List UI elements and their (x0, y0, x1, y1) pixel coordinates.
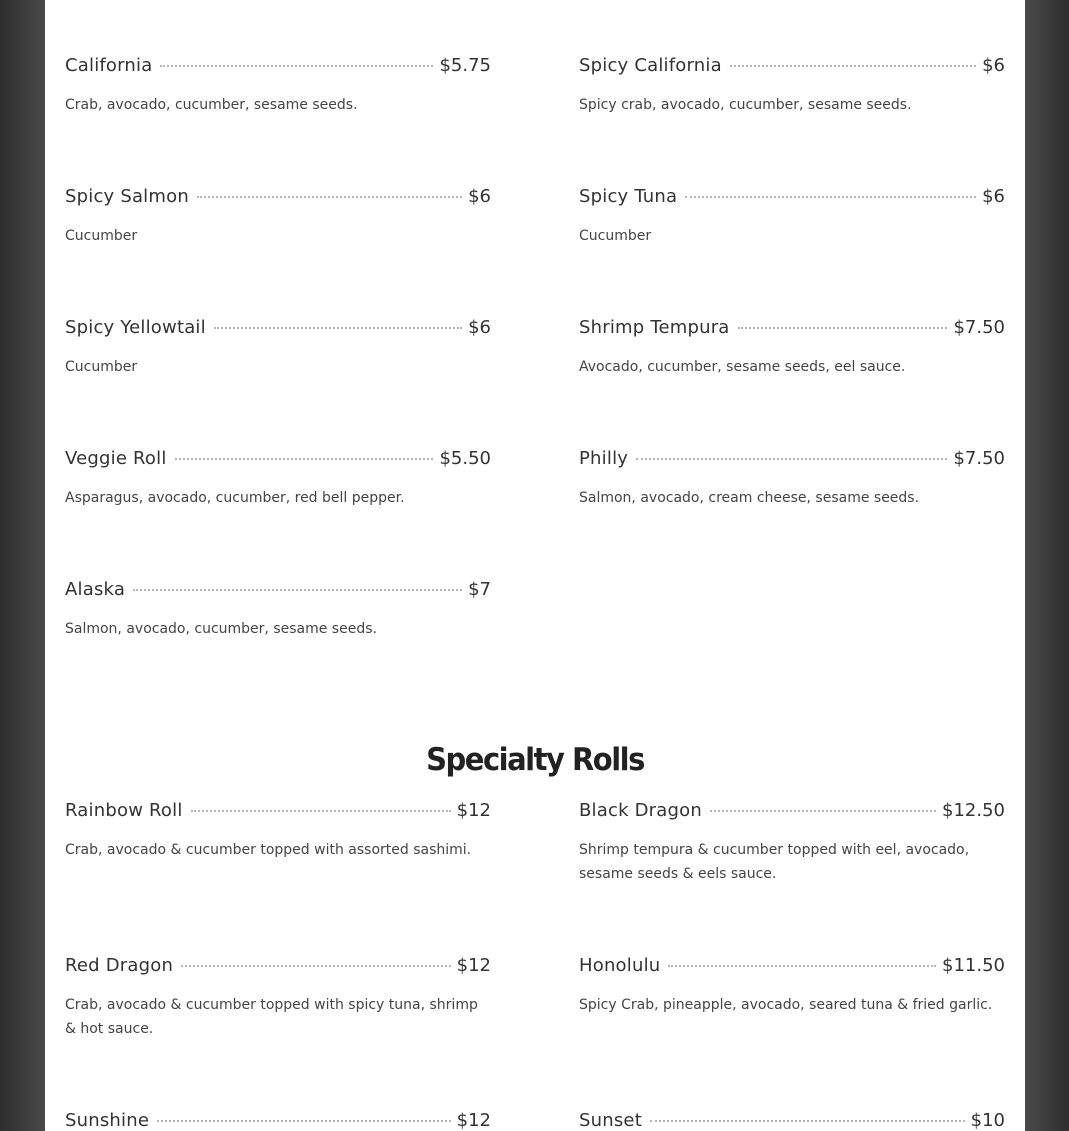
item-price: $10 (970, 1110, 1005, 1131)
dot-leader (214, 327, 462, 329)
item-price: $5.50 (439, 448, 491, 469)
dot-leader (710, 810, 936, 812)
item-description: Cucumber (65, 359, 138, 375)
item-name: Black Dragon (579, 800, 702, 821)
item-name: Sunshine (65, 1110, 150, 1131)
dot-leader (157, 1120, 451, 1122)
item-description: Spicy crab, avocado, cucumber, sesame seeds. (579, 97, 912, 113)
item-price: $6 (982, 186, 1005, 207)
dot-leader (730, 65, 976, 67)
item-price: $12 (456, 1110, 491, 1131)
item-description: Asparagus, avocado, cucumber, red bell pepper. (65, 490, 405, 506)
item-description: Crab, avocado, cucumber, sesame seeds. (65, 97, 358, 113)
dot-leader (133, 589, 462, 591)
item-name: Red Dragon (65, 955, 174, 976)
dot-leader (685, 196, 976, 198)
item-name: Spicy Salmon (65, 186, 189, 207)
item-price: $7.50 (953, 317, 1005, 338)
menu-item-spicy-tuna (579, 186, 1005, 248)
menu-item-red-dragon (65, 955, 491, 1041)
menu-item-alaska (65, 579, 491, 641)
menu-item-california (65, 55, 491, 117)
menu-item-sunset (579, 1110, 1005, 1131)
dot-leader (738, 327, 948, 329)
item-price: $12 (456, 955, 491, 976)
item-name: Spicy Tuna (579, 186, 678, 207)
item-description: Crab, avocado & cucumber topped with assorted sashimi. (65, 842, 472, 858)
item-name: Alaska (65, 579, 126, 600)
section-title-specialty-rolls: Specialty Rolls (426, 740, 644, 778)
item-price: $6 (468, 317, 491, 338)
dot-leader (650, 1120, 965, 1122)
item-price: $11.50 (942, 955, 1005, 976)
item-description: Crab, avocado & cucumber topped with spicy tuna, shrimp & hot sauce. (65, 997, 478, 1037)
menu-item-honolulu (579, 955, 1005, 1017)
item-name: Rainbow Roll (65, 800, 183, 821)
menu-item-rainbow-roll (65, 800, 491, 862)
item-price: $5.75 (439, 55, 491, 76)
item-name: Veggie Roll (65, 448, 167, 469)
dot-leader (668, 965, 936, 967)
item-name: Philly (579, 448, 629, 469)
item-price: $7 (468, 579, 491, 600)
item-description: Cucumber (579, 228, 652, 244)
menu-item-spicy-california (579, 55, 1005, 117)
item-description: Spicy Crab, pineapple, avocado, seared tuna & fried garlic. (579, 997, 993, 1013)
menu-item-black-dragon (579, 800, 1005, 886)
item-description: Salmon, avocado, cucumber, sesame seeds. (65, 621, 377, 637)
menu-item-veggie-roll (65, 448, 491, 510)
item-name: Honolulu (579, 955, 661, 976)
item-name: Spicy Yellowtail (65, 317, 206, 338)
dot-leader (636, 458, 947, 460)
item-price: $12.50 (942, 800, 1005, 821)
menu-item-spicy-yellowtail (65, 317, 491, 379)
item-name: California (65, 55, 153, 76)
item-description: Salmon, avocado, cream cheese, sesame seeds. (579, 490, 920, 506)
item-price: $6 (982, 55, 1005, 76)
item-price: $7.50 (953, 448, 1005, 469)
item-description: Avocado, cucumber, sesame seeds, eel sauce. (579, 359, 906, 375)
menu-item-spicy-salmon (65, 186, 491, 248)
item-name: Shrimp Tempura (579, 317, 730, 338)
item-description: Cucumber (65, 228, 138, 244)
item-name: Sunset (579, 1110, 642, 1131)
menu-item-shrimp-tempura (579, 317, 1005, 379)
dot-leader (175, 458, 434, 460)
dot-leader (191, 810, 451, 812)
menu-item-philly (579, 448, 1005, 510)
dot-leader (197, 196, 462, 198)
item-name: Spicy California (579, 55, 722, 76)
dot-leader (160, 65, 433, 67)
item-price: $12 (456, 800, 491, 821)
menu-page (45, 0, 1025, 1131)
dot-leader (181, 965, 451, 967)
item-description: Shrimp tempura & cucumber topped with eel, avocado, sesame seeds & eels sauce. (579, 842, 970, 882)
menu-item-sunshine (65, 1110, 491, 1131)
item-price: $6 (468, 186, 491, 207)
